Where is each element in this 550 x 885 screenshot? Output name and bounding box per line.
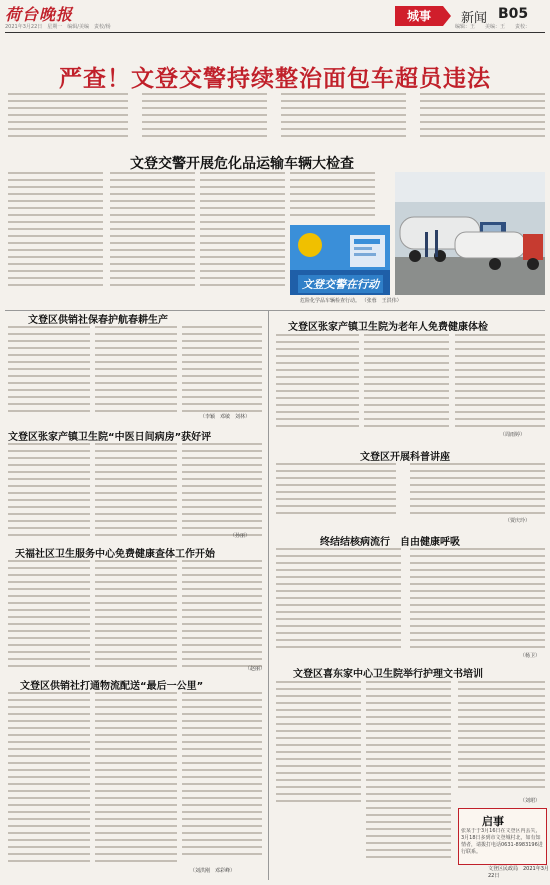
zhangjia-exam-body-2 — [364, 334, 449, 432]
zhangjia-exam-body-3 — [455, 334, 545, 432]
lead-column-4 — [420, 93, 545, 143]
page-number: B05 — [498, 6, 529, 22]
lecture-body-2 — [410, 463, 545, 518]
final-mile-byline: （刘洪刚 邓彩峰） — [190, 868, 236, 874]
page-headline: 严查！文登交警持续整治面包车超员违法 — [59, 66, 491, 92]
tuberculosis-body-1 — [276, 548, 401, 653]
dangerous-goods-caption — [300, 298, 480, 305]
east-lake-body-3 — [458, 681, 545, 796]
article-title-tianfu: 天福社区卫生服务中心免费健康查体工作开始 — [15, 549, 215, 560]
newspaper-logo: 荷台晚报 — [5, 5, 74, 24]
supply-coop-body-2 — [95, 326, 177, 418]
notice-source: 文登区民政局 2021年3月22日 — [488, 866, 549, 879]
section-tag-arrow — [443, 6, 451, 26]
dangerous-goods-body-3 — [200, 172, 285, 290]
column-divider — [268, 310, 269, 880]
tuberculosis-body-2 — [410, 548, 545, 653]
dangerous-goods-body-2 — [110, 172, 195, 290]
tianfu-body-3 — [182, 560, 262, 672]
masthead-rule — [5, 32, 545, 33]
dangerous-goods-body-1 — [8, 172, 103, 290]
article-title-zhangjia-exam: 文登区张家产镇卫生院为老年人免费健康体检 — [288, 322, 488, 333]
masthead — [0, 0, 550, 32]
final-mile-body-1 — [8, 692, 90, 868]
zhangjia-exam-body-1 — [276, 334, 359, 432]
zhangjia-award-byline: （孙丽） — [230, 533, 251, 539]
lead-column-1 — [8, 93, 128, 143]
zhangjia-exam-byline: （周雨婷） — [500, 432, 526, 438]
lecture-body-1 — [276, 463, 396, 518]
notice-title: 启事 — [482, 815, 504, 828]
zhangjia-award-body-1 — [8, 443, 90, 540]
tuberculosis-byline: （杨卫） — [520, 653, 541, 659]
supply-coop-body-3 — [182, 326, 262, 418]
notice-body: 张某于于3月16日在文登区内丢失，3月18日多到市文登城村北，如有知情者，请拨打电话0631-8983196进行联系。 — [461, 828, 543, 855]
editor-credits: 编辑：王 美编：王 责校： — [455, 24, 531, 30]
dangerous-goods-body-4 — [290, 172, 375, 222]
article-title-zhangjia-award: 文登区张家产镇卫生院“中医日间病房”获好评 — [8, 432, 212, 443]
zhangjia-award-body-2 — [95, 443, 177, 540]
east-lake-body-1 — [276, 681, 361, 811]
section-tag: 城事 — [395, 6, 443, 26]
tianfu-body-1 — [8, 560, 90, 672]
article-title-dangerous-goods: 文登交警开展危化品运输车辆大检查 — [130, 156, 354, 172]
tianfu-body-2 — [95, 560, 177, 672]
zhangjia-award-body-3 — [182, 443, 262, 540]
lecture-byline: （贾庆玲） — [505, 518, 531, 524]
east-lake-byline: （刘珺） — [520, 798, 541, 804]
supply-coop-byline: （李颖 邓敏 刘林） — [200, 414, 251, 420]
article-title-tuberculosis: 终结结核病流行 自由健康呼吸 — [320, 537, 460, 548]
traffic-police-banner-photo — [290, 225, 390, 295]
tanker-trucks-photo — [395, 172, 545, 295]
article-title-final-mile: 文登区供销社打通物流配送“最后一公里” — [20, 681, 204, 692]
section-name: 新闻 — [461, 11, 488, 26]
caption-byline: （张蓉 王洪伟） — [361, 298, 402, 304]
final-mile-body-3 — [182, 692, 262, 862]
east-lake-body-2 — [366, 681, 451, 866]
banner-slogan: 文登交警在行动 — [298, 275, 383, 293]
article-title-east-lake: 文登区喜东家中心卫生院举行护理文书培训 — [293, 669, 483, 680]
article-title-supply-coop: 文登区供销社保春护航春耕生产 — [28, 315, 168, 326]
caption-text: 危险化学品车辆检查行动。 — [300, 298, 361, 304]
lead-column-3 — [281, 93, 406, 143]
supply-coop-body-1 — [8, 326, 90, 418]
article-title-lecture: 文登区开展科普讲座 — [360, 452, 450, 463]
final-mile-body-2 — [95, 692, 177, 868]
tianfu-byline: （赵丽） — [245, 666, 266, 672]
lead-column-2 — [142, 93, 267, 143]
dateline: 2021年3月22日 星期一 编辑/美编 责校/杨 — [5, 24, 111, 30]
